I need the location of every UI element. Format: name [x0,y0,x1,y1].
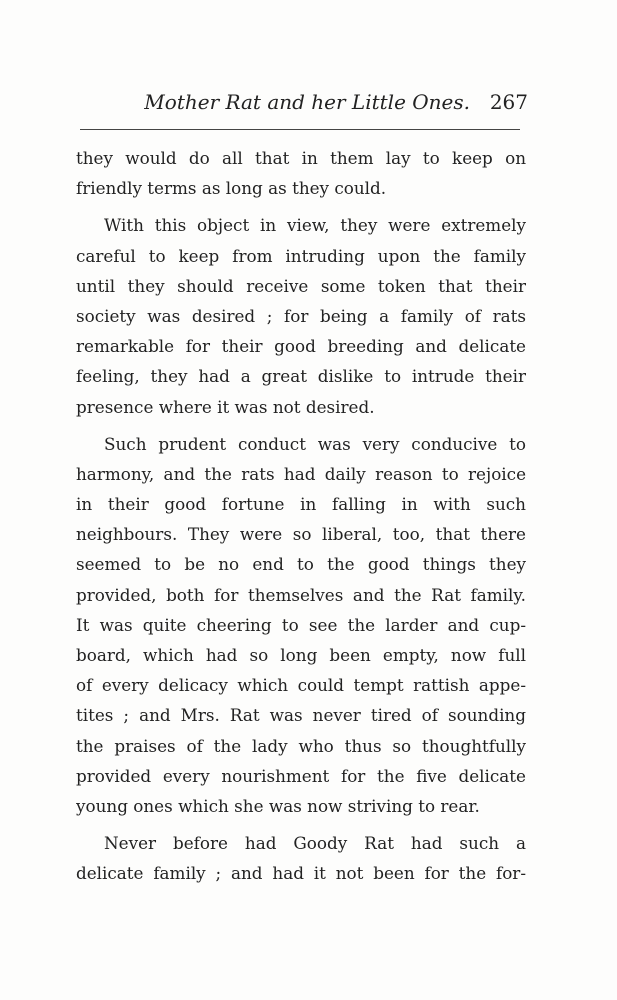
text-line: With this object in view, they were extremely [104,215,526,236]
text-line: Such prudent conduct was very conducive to [104,433,526,454]
text-line: until they should receive some token that their [76,275,526,296]
text-line: delicate family ; and had it not been for the for- [76,863,526,884]
text-line: tites ; and Mrs. Rat was never tired of sounding [76,705,526,726]
page-number: 267 [489,90,528,114]
running-title: Mother Rat and her Little Ones. [144,90,470,114]
paragraph [76,210,526,421]
text-line: remarkable for their good breeding and delicate [76,336,526,357]
text-line: feeling, they had a great dislike to intrude their [76,366,526,387]
text-line: harmony, and the rats had daily reason to rejoice [76,463,526,484]
text-line: society was desired ; for being a family of rats [76,305,526,326]
running-head [76,90,528,124]
text-line: seemed to be no end to the good things they [76,554,526,575]
text-line: Never before had Goody Rat had such a [104,833,526,854]
text-line: the praises of the lady who thus so thoughtfully [76,735,526,756]
paragraph [76,429,526,821]
text-line: provided, both for themselves and the Rat family. [76,584,526,605]
text-line: provided every nourishment for the five delicate [76,765,526,786]
text-line: of every delicacy which could tempt rattish appe- [76,675,526,696]
paragraph-gap [76,422,526,429]
paragraph-gap [76,821,526,828]
text-line: friendly terms as long as they could. [76,178,387,199]
text-line: young ones which she was now striving to rear. [76,795,480,816]
body-text [76,143,526,889]
text-line: presence where it was not desired. [76,396,375,417]
paragraph [76,143,526,203]
paragraph-gap [76,203,526,210]
text-line: neighbours. They were so liberal, too, that there [76,524,526,545]
paragraph [76,828,526,888]
text-line: It was quite cheering to see the larder and cup- [76,614,526,635]
text-line: careful to keep from intruding upon the family [76,245,526,266]
text-line: board, which had so long been empty, now full [76,645,526,665]
header-rule [80,129,520,130]
text-line: they would do all that in them lay to keep on [76,148,526,168]
text-line: in their good fortune in falling in with such [76,494,526,515]
